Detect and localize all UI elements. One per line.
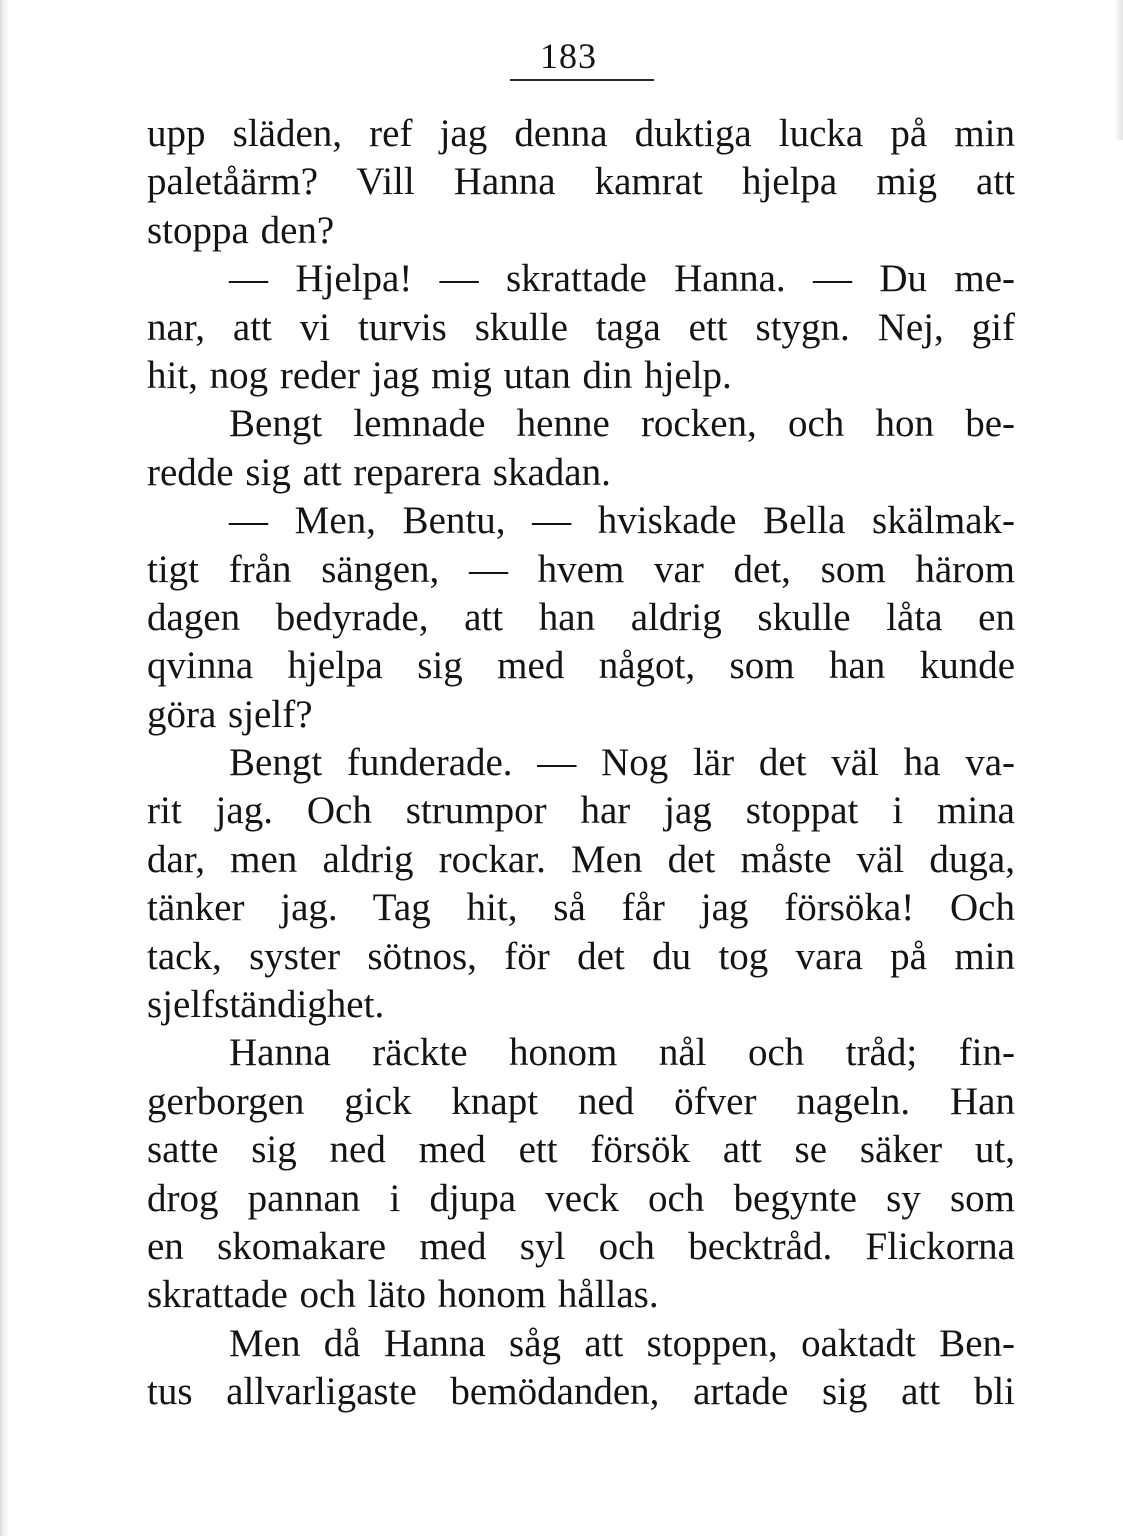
text-line: Hanna räckte honom nål och tråd; fin-	[229, 1031, 1015, 1075]
text-line: Bengt funderade. — Nog lär det väl ha va-	[229, 741, 1015, 785]
text-line: tänker jag. Tag hit, så får jag försöka! Och	[147, 886, 1015, 930]
body-text	[147, 110, 1015, 1417]
text-line: — Men, Bentu, — hviskade Bella skälmak-	[229, 499, 1015, 543]
text-line: satte sig ned med ett försök att se säker ut,	[147, 1128, 1015, 1172]
text-line: drog pannan i djupa veck och begynte sy som	[147, 1176, 1015, 1220]
page-number: 183	[540, 36, 597, 76]
text-line: skrattade och läto honom hållas.	[147, 1273, 659, 1317]
text-line: dagen bedyrade, att han aldrig skulle låta en	[147, 595, 1015, 639]
text-line: hit, nog reder jag mig utan din hjelp.	[147, 353, 732, 397]
text-line: göra sjelf?	[147, 692, 313, 736]
text-line: tus allvarligaste bemödanden, artade sig att bli	[147, 1370, 1015, 1414]
text-line: stoppa den?	[147, 208, 335, 252]
scan-edge-left	[0, 0, 10, 1536]
text-line: tack, syster sötnos, för det du tog vara på min	[147, 934, 1015, 978]
text-line: en skomakare med syl och becktråd. Flickorna	[147, 1224, 1015, 1268]
header-rule	[510, 79, 654, 81]
text-line: gerborgen gick knapt ned öfver nageln. Han	[147, 1079, 1015, 1123]
text-line: Bengt lemnade henne rocken, och hon be-	[229, 402, 1015, 446]
text-line: Men då Hanna såg att stoppen, oaktadt Ben-	[229, 1321, 1015, 1365]
text-line: upp släden, ref jag denna duktiga lucka på min	[147, 112, 1015, 155]
text-line: qvinna hjelpa sig med något, som han kunde	[147, 644, 1015, 688]
text-line: rit jag. Och strumpor har jag stoppat i mina	[147, 789, 1015, 833]
text-line: nar, att vi turvis skulle taga ett stygn. Nej, gif	[147, 305, 1015, 349]
text-line: paletåärm? Vill Hanna kamrat hjelpa mig att	[147, 160, 1015, 204]
text-line: tigt från sängen, — hvem var det, som härom	[147, 547, 1015, 591]
text-line: redde sig att reparera skadan.	[147, 450, 611, 494]
text-line: — Hjelpa! — skrattade Hanna. — Du me-	[229, 257, 1015, 301]
text-line: sjelfständighet.	[147, 983, 385, 1027]
text-line: dar, men aldrig rockar. Men det måste väl duga,	[147, 837, 1015, 881]
